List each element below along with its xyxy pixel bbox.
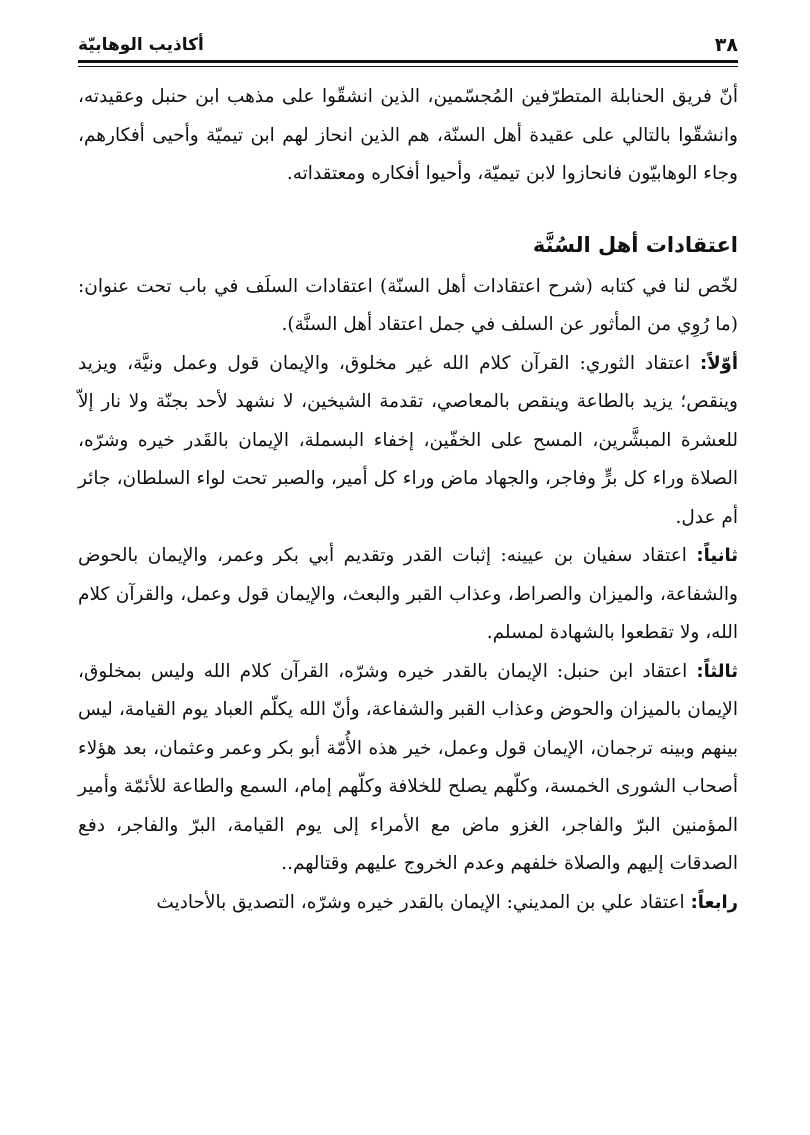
paragraph-summary: لخّص لنا في كتابه (شرح اعتقادات أهل السنّة) اعتقادات السلَف في باب تحت عنوان: (ما رُوِي من المأثور عن السلف في جمل اعتقاد أهل السنَّة). bbox=[78, 275, 738, 335]
paragraph-intro: أنّ فريق الحنابلة المتطرّفين المُجسّمين، الذين انشقّوا على مذهب ابن حنبل وعقيدته، وانشقّوا بالتالي على عقيدة أهل السنّة، هم الذين انحاز لهم ابن تيميّة وأحيى أفكارهم، وجاء الوهابيّون فانحازوا لابن تيميّة، وأحيوا أفكاره ومعتقداته. bbox=[78, 86, 738, 184]
section-heading: اعتقادات أهل السُنَّة bbox=[532, 232, 738, 257]
fourth-lead: رابعاً: bbox=[690, 891, 738, 913]
fourth-text: اعتقاد علي بن المديني: الإيمان بالقدر خيره وشرّه، التصديق بالأحاديث bbox=[156, 891, 691, 913]
second-text: اعتقاد سفيان بن عيينه: إثبات القدر وتقديم أبي بكر وعمر، والإيمان بالحوض والشفاعة، والميزان والصراط، وعذاب القبر والبعث، والإيمان قول وعمل، والقرآن كلام الله، ولا تقطعوا بالشهادة لمسلم. bbox=[78, 545, 738, 643]
paragraph-first bbox=[78, 345, 738, 538]
page-header bbox=[78, 30, 738, 56]
paragraph-third bbox=[78, 653, 738, 884]
header-rule-thick bbox=[78, 60, 738, 63]
header-rule-thin bbox=[78, 66, 738, 67]
third-text: اعتقاد ابن حنبل: الإيمان بالقدر خيره وشرّه، القرآن كلام الله وليس بمخلوق، الإيمان بالميزان والحوض وعذاب القبر والشفاعة، وأنّ الله يكلّم العباد يوم القيامة، ليس بينهم وبينه ترجمان، الإيمان قول وعمل، خير هذه الأُمّة أبو بكر وعمر وعثمان، بعد هؤلاء أصحاب الشورى الخمسة، وكلّهم يصلح للخلافة وكلّهم إمام، السمع والطاعة للأئمّة وأمير المؤمنين البرّ والفاجر، الغزو ماض مع الأمراء إلى يوم القيامة، البرّ والفاجر، دفع الصدقات إليهم والصلاة خلفهم وعدم الخروج عليهم وقتالهم.. bbox=[78, 660, 738, 874]
third-lead: ثالثاً: bbox=[696, 660, 738, 682]
first-lead: أوّلاً: bbox=[700, 352, 738, 374]
running-title: أكاذيب الوهابيّة bbox=[78, 35, 204, 55]
paragraph-second bbox=[78, 537, 738, 653]
body-text bbox=[78, 78, 738, 922]
page-number: ٣٨ bbox=[714, 34, 738, 56]
paragraph-fourth bbox=[78, 884, 738, 923]
second-lead: ثانياً: bbox=[696, 545, 738, 566]
first-text: اعتقاد الثوري: القرآن كلام الله غير مخلوق، والإيمان قول وعمل ونيَّة، ويزيد وينقص؛ يزيد بالطاعة وينقص بالمعاصي، تقدمة الشيخين، لا نشهد لأحد بجنّة ولا نار إلاّ للعشرة المبشَّرين، المسح على الخفّين، إخفاء البسملة، الإيمان بالقَدر خيره وشرّه، الصلاة وراء كل برٍّ وفاجر، والجهاد ماض وراء كل أمير، والصبر تحت لواء السلطان، جائر أم عدل. bbox=[78, 352, 738, 528]
